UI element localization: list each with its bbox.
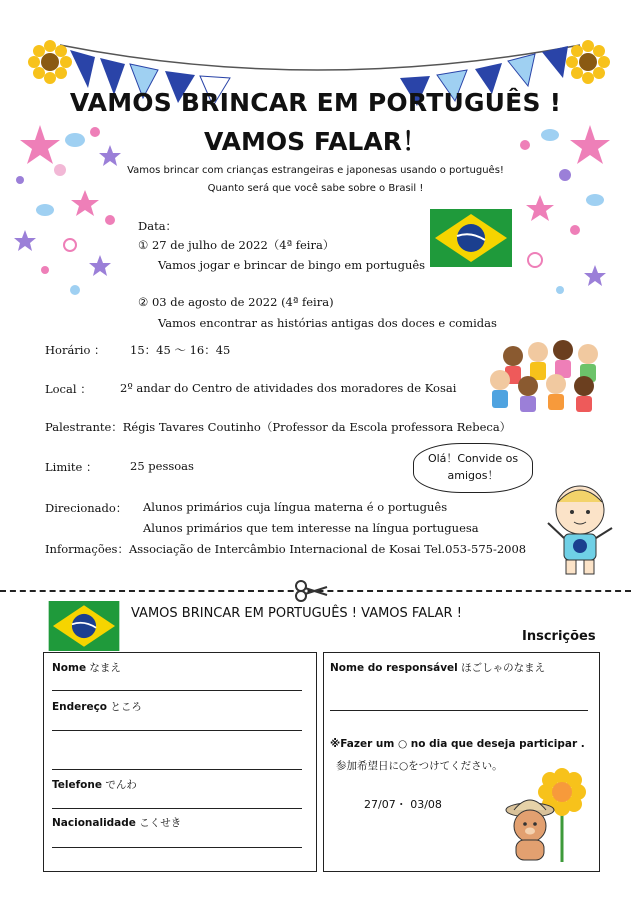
nome-label: Nome なまえ — [52, 662, 121, 674]
date-options[interactable]: 27/07・ 03/08 — [364, 798, 442, 811]
bubble-line1: Olá！Convide os — [427, 452, 519, 465]
inscricoes-label: Inscrições — [522, 629, 596, 644]
limite-value: 25 pessoas — [130, 459, 194, 473]
limite-label: Limite ： — [45, 460, 98, 474]
boy-illustration — [540, 478, 620, 578]
date-item-2: ② 03 de agosto de 2022 (4ª feira) — [138, 295, 334, 309]
horario-value: 15：45 ～ 16：45 — [130, 343, 231, 357]
date-label: Data： — [138, 219, 178, 233]
endereco-input-2[interactable] — [52, 769, 302, 770]
responsavel-input[interactable] — [330, 710, 588, 711]
children-illustration — [478, 338, 618, 418]
bubble-line2: amigos！ — [447, 469, 499, 482]
local-value: 2º andar do Centro de atividades dos moradores de Kosai — [120, 381, 457, 395]
local-label: Local ： — [45, 382, 92, 396]
horario-label: Horário ： — [45, 343, 106, 357]
telefone-input[interactable] — [52, 808, 302, 809]
bear-sunflower-illustration — [500, 768, 592, 864]
speech-bubble — [413, 443, 533, 493]
nacionalidade-input[interactable] — [52, 847, 302, 848]
date-item-1: ① 27 de julho de 2022（4ª feira） — [138, 238, 335, 252]
nome-input[interactable] — [52, 690, 302, 691]
telefone-label: Telefone でんわ — [52, 779, 137, 791]
direcionado-line2: Alunos primários que tem interesse na língua portuguesa — [143, 521, 479, 535]
direcionado-label: Direcionado： — [45, 501, 128, 515]
applicant-box — [43, 652, 317, 872]
palestrante-text: Palestrante：Régis Tavares Coutinho（Professor da Escola professora Rebeca） — [45, 420, 512, 434]
scissors-icon — [295, 580, 329, 602]
endereco-label: Endereço ところ — [52, 701, 142, 713]
nacionalidade-label: Nacionalidade こくせき — [52, 817, 182, 829]
brazil-flag-icon — [47, 601, 121, 651]
subtitle-line2: Quanto será que você sabe sobre o Brasil ! — [207, 183, 424, 194]
direcionado-line1: Alunos primários cuja língua materna é o português — [143, 500, 448, 514]
instruction-jp: 参加希望日に○をつけてください。 — [336, 760, 503, 772]
page-title-line2: VAMOS FALAR！ — [204, 127, 427, 156]
sunflower-icon — [28, 40, 72, 84]
informacoes-text: Informações：Associação de Intercâmbio Internacional de Kosai Tel.053-575-2008 — [45, 542, 527, 556]
brazil-flag-icon — [430, 209, 512, 267]
responsavel-label: Nome do responsável ほごしゃのなまえ — [330, 662, 546, 674]
instruction-pt: ※Fazer um ○ no dia que deseja participar . — [330, 738, 585, 750]
endereco-input-1[interactable] — [52, 730, 302, 731]
form-heading: VAMOS BRINCAR EM PORTUGUÊS ! VAMOS FALAR ! — [131, 606, 462, 621]
date-item-2-desc: Vamos encontrar as histórias antigas dos doces e comidas — [158, 316, 497, 330]
date-item-1-desc: Vamos jogar e brincar de bingo em português — [158, 258, 426, 272]
sunflower-icon — [566, 40, 610, 84]
subtitle-line1: Vamos brincar com crianças estrangeiras e japonesas usando o português! — [127, 165, 504, 176]
page-title-line1: VAMOS BRINCAR EM PORTUGUÊS ! — [69, 88, 562, 117]
